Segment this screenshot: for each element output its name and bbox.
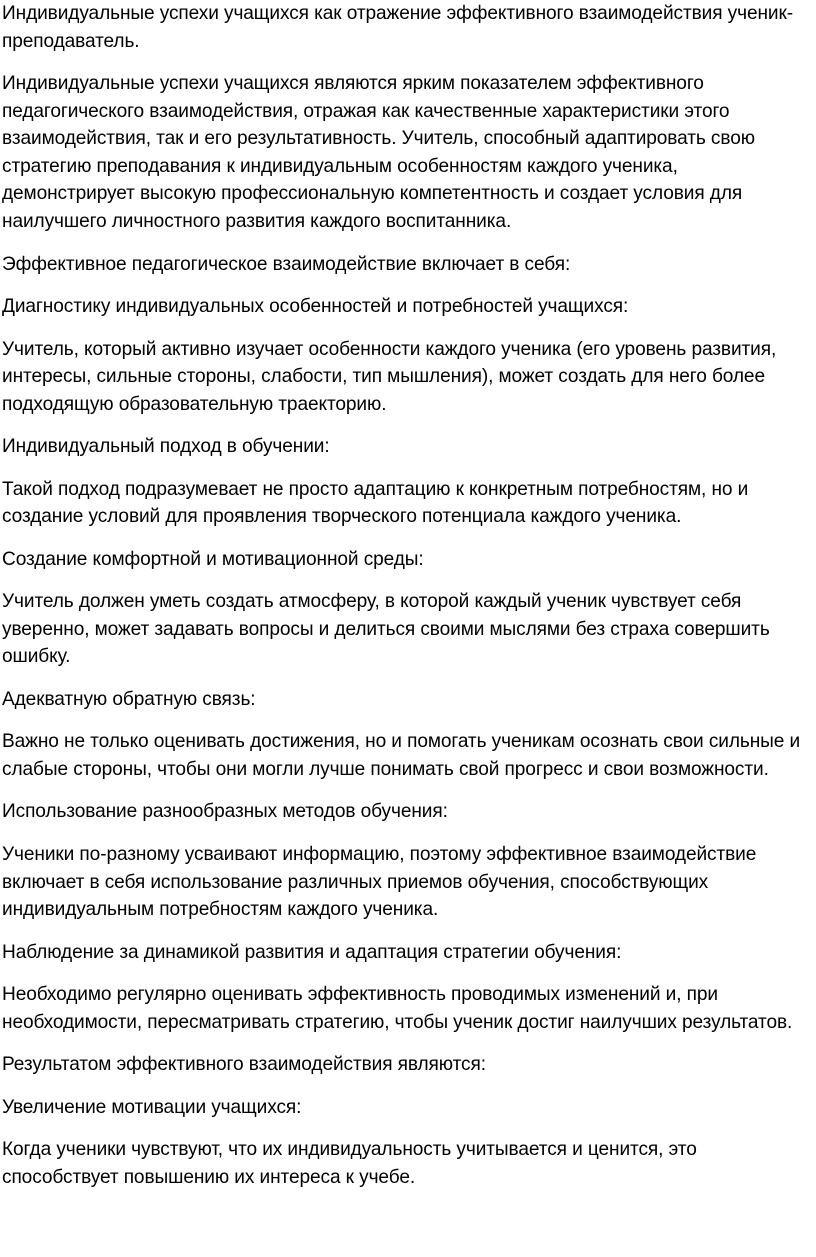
item-text-monitoring: Необходимо регулярно оценивать эффективность проводимых изменений и, при необходимости, пересматривать стратегию, чтобы ученик достиг наилучших результатов. [2, 984, 793, 1033]
result-heading-motivation: Увеличение мотивации учащихся: [2, 1096, 302, 1118]
item-text-individual-approach: Такой подход подразумевает не просто адаптацию к конкретным потребностям, но и создание условий для проявления творческого потенциала каждого ученика. [2, 478, 749, 528]
item-text-diagnostics: Учитель, который активно изучает особенности каждого ученика (его уровень развития, интересы, сильные стороны, слабости, тип мышления), может создать для него более подходящую образовательную траекторию. [2, 338, 777, 415]
item-heading-individual-approach: Индивидуальный подход в обучении: [2, 436, 330, 458]
item-heading-diagnostics: Диагностику индивидуальных особенностей и потребностей учащихся: [2, 296, 629, 318]
item-heading-methods: Использование разнообразных методов обучения: [2, 801, 448, 823]
document-title: Индивидуальные успехи учащихся как отражение эффективного взаимодействия ученик-преподаватель. [2, 3, 794, 52]
item-heading-monitoring: Наблюдение за динамикой развития и адаптация стратегии обучения: [2, 941, 622, 963]
item-text-comfortable-environment: Учитель должен уметь создать атмосферу, в которой каждый ученик чувствует себя уверенно, может задавать вопросы и делиться своими мыслями без страха совершить ошибку. [2, 591, 770, 668]
item-heading-feedback: Адекватную обратную связь: [2, 688, 256, 710]
intro-paragraph: Индивидуальные успехи учащихся являются ярким показателем эффективного педагогического взаимодействия, отражая как качественные характеристики этого взаимодействия, так и его результативность. Учитель, способный адаптировать свою стратегию преподавания к индивидуальным особенностям каждого ученика, демонстрирует высокую профессиональную компетентность и создает условия для наилучшего личностного развития каждого воспитанника. [2, 73, 755, 233]
item-text-methods: Ученики по-разному усваивают информацию, поэтому эффективное взаимодействие включает в себя использование различных приемов обучения, способствующих индивидуальным потребностям каждого ученика. [2, 843, 757, 921]
section-heading: Эффективное педагогическое взаимодействие включает в себя: [2, 253, 571, 275]
item-heading-comfortable-environment: Создание комфортной и мотивационной среды: [2, 548, 424, 570]
item-text-feedback: Важно не только оценивать достижения, но и помогать ученикам осознать свои сильные и слабые стороны, чтобы они могли лучше понимать свой прогресс и свои возможности. [2, 731, 801, 780]
results-heading: Результатом эффективного взаимодействия являются: [2, 1054, 486, 1076]
result-text-motivation: Когда ученики чувствуют, что их индивидуальность учитывается и ценится, это способствует повышению их интереса к учебе. [2, 1139, 697, 1188]
